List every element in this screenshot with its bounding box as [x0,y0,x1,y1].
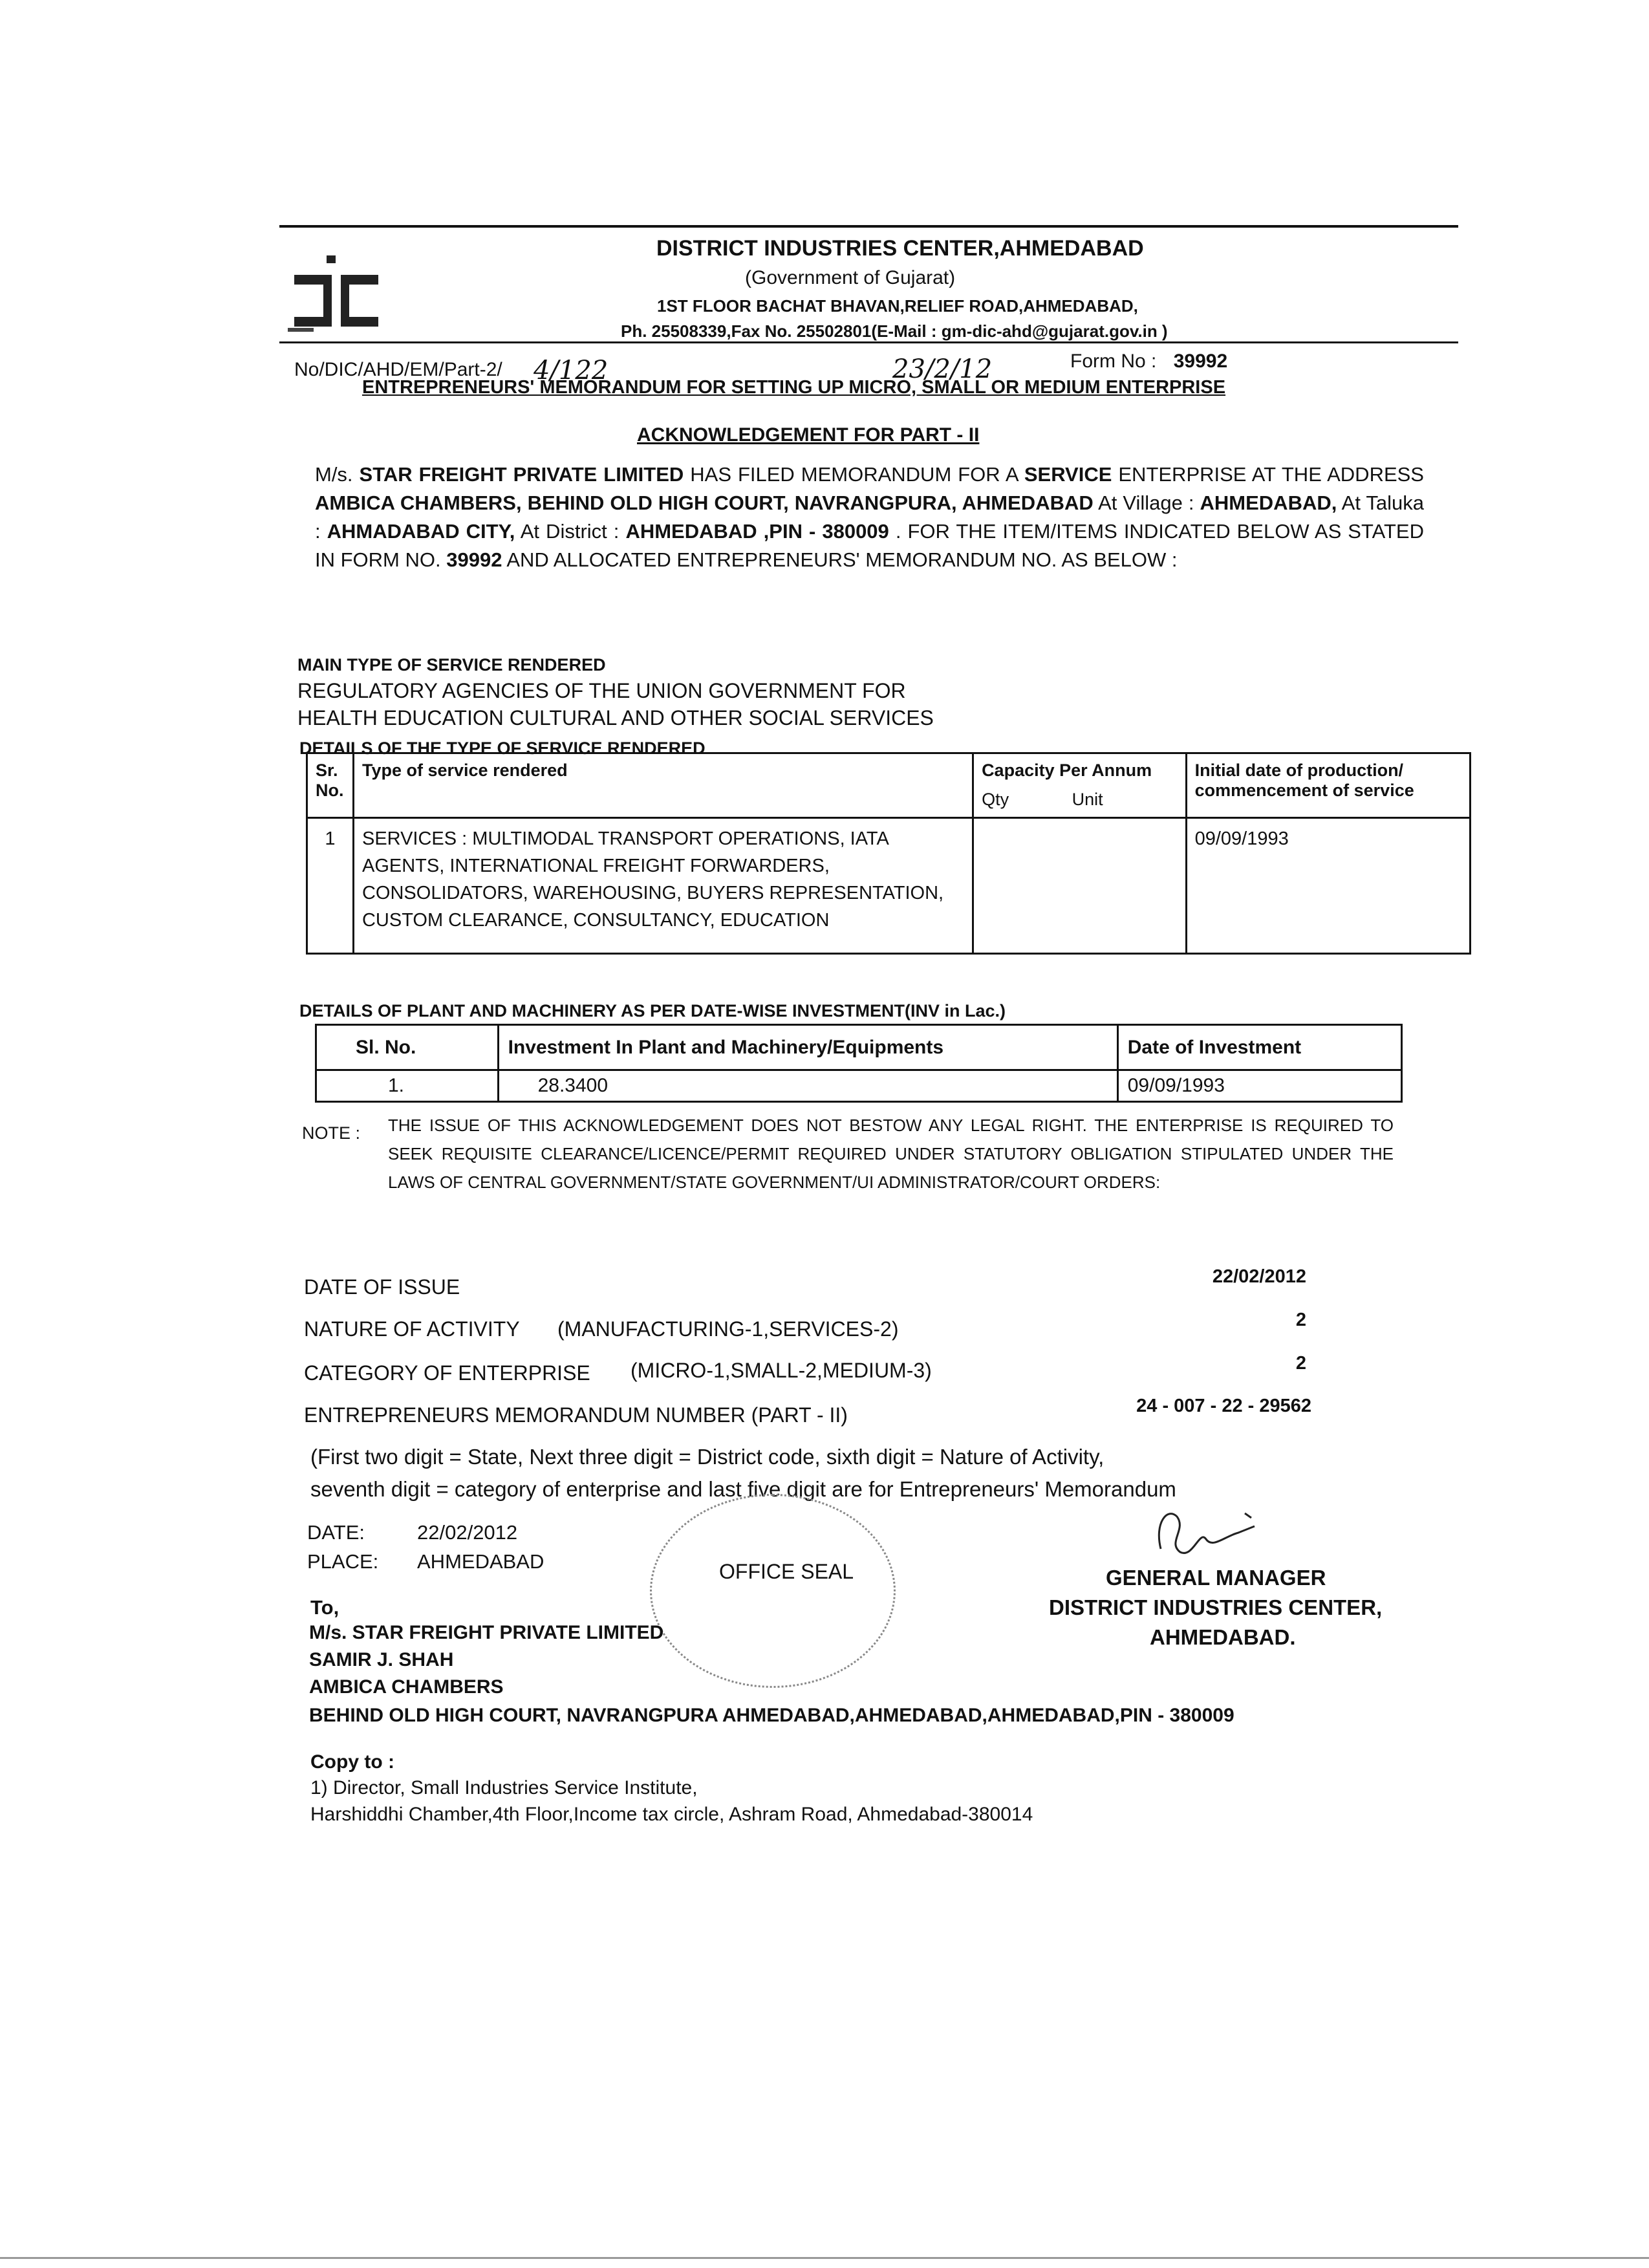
note-label: NOTE : [302,1123,361,1143]
nature-of-activity-hint: (MANUFACTURING-1,SERVICES-2) [557,1317,899,1341]
header-capacity-label: Capacity Per Annum [982,761,1152,780]
form-number-value: 39992 [1173,351,1228,372]
code-explanation [310,1441,1176,1506]
nature-of-activity-value: 2 [1295,1310,1306,1330]
acknowledgement-paragraph [315,460,1424,574]
header-investment-date: Date of Investment [1117,1025,1401,1070]
place-value: AHMEDABAD [417,1550,544,1573]
service-details-label: DETAILS OF THE TYPE OF SERVICE RENDERED [299,739,706,758]
office-seal-label: OFFICE SEAL [719,1560,854,1583]
plant-investment-date: 09/09/1993 [1117,1070,1401,1102]
plant-table-header-row [316,1025,1402,1070]
copy-to-label: Copy to : [310,1751,394,1773]
para-company: STAR FREIGHT PRIVATE LIMITED [359,463,684,486]
form-number-label: Form No : [1070,351,1157,372]
copy-to-line-2: Harshiddhi Chamber,4th Floor,Income tax circle, Ashram Road, Ahmedabad-380014 [310,1804,1033,1825]
para-text-7: AND ALLOCATED ENTREPRENEURS' MEMORANDUM NO. AS BELOW : [506,548,1178,571]
header-qty: Qty [982,790,1009,809]
nature-of-activity-label: NATURE OF ACTIVITY [304,1317,520,1341]
office-seal-stamp [650,1494,896,1688]
em-number-value: 24 - 007 - 22 - 29562 [1136,1396,1311,1416]
handwritten-number: 4/122 [534,356,609,385]
table-row [307,818,1471,954]
header-investment: Investment In Plant and Machinery/Equipments [498,1025,1117,1070]
dic-logo-icon [288,255,385,336]
office-title: DISTRICT INDUSTRIES CENTER,AHMEDABAD [656,236,1144,261]
recipient-building: AMBICA CHAMBERS [309,1676,504,1698]
handwritten-date: 23/2/12 [892,354,993,384]
plant-sl-no: 1. [316,1070,499,1102]
government-label: (Government of Gujarat) [745,267,956,288]
service-initial-date: 09/09/1993 [1186,818,1470,954]
para-form-no: 39992 [446,548,502,571]
date-label: DATE: [307,1521,365,1544]
plant-machinery-table [315,1024,1403,1103]
signatory-title: GENERAL MANAGER [1106,1566,1326,1590]
form-number [1070,351,1227,373]
note-text: THE ISSUE OF THIS ACKNOWLEDGEMENT DOES NOT BESTOW ANY LEGAL RIGHT. THE ENTERPRISE IS REQUIRED TO SEEK REQUISITE CLEARANCE/LICENCE/PERMIT REQUIRED UNDER STATUTORY OBLIGATION STIPULATED UNDER THE LAWS OF CENTRAL GOVERNMENT/STATE GOVERNMENT/UI ADMINISTRATOR/COURT ORDERS: [388,1116,1394,1192]
para-text-1: HAS FILED MEMORANDUM FOR A [690,463,1018,486]
table-row [316,1070,1402,1102]
category-value: 2 [1295,1353,1306,1374]
header-service-type: Type of service rendered [353,753,973,818]
memorandum-heading: ENTREPRENEURS' MEMORANDUM FOR SETTING UP MICRO, SMALL OR MEDIUM ENTERPRISE [362,377,1226,398]
main-type-line-1: REGULATORY AGENCIES OF THE UNION GOVERNMENT FOR [297,679,906,702]
para-text-5: At District : [520,520,620,543]
para-text-3: At Village : [1098,491,1194,514]
category-hint: (MICRO-1,SMALL-2,MEDIUM-3) [630,1359,932,1382]
signatory-city: AHMEDABAD. [1150,1625,1296,1649]
code-explanation-line-1: (First two digit = State, Next three digit = District code, sixth digit = Nature of Activity, [310,1445,1105,1469]
date-value: 22/02/2012 [417,1521,518,1544]
place-label: PLACE: [307,1550,379,1573]
para-district: AHMEDABAD ,PIN - 380009 [625,520,889,543]
acknowledgement-heading: ACKNOWLEDGEMENT FOR PART - II [637,424,980,446]
para-text-4: At Taluka : [315,491,1425,543]
recipient-address: BEHIND OLD HIGH COURT, NAVRANGPURA AHMEDABAD,AHMEDABAD,AHMEDABAD,PIN - 380009 [309,1705,1234,1726]
service-type: SERVICES : MULTIMODAL TRANSPORT OPERATIONS, IATA AGENTS, INTERNATIONAL FREIGHT FORWARDERS, CONSOLIDATORS, WAREHOUSING, BUYERS REPRESENTATION, CUSTOM CLEARANCE, CONSULTANCY, EDUCATION [353,818,973,954]
para-text-6: . FOR THE ITEM/ITEMS INDICATED BELOW AS STATED IN FORM NO. [315,520,1424,571]
date-of-issue-label: DATE OF ISSUE [304,1275,460,1299]
para-ms: M/s. [315,463,353,486]
para-taluka: AHMADABAD CITY, [327,520,515,543]
service-table-header-row [307,753,1471,818]
office-address: 1ST FLOOR BACHAT BHAVAN,RELIEF ROAD,AHMEDABAD, [657,296,1138,316]
header-sl-no: Sl. No. [316,1025,499,1070]
para-service: SERVICE [1024,463,1112,486]
para-village: AHMEDABAD, [1200,491,1337,514]
plant-investment: 28.3400 [498,1070,1117,1102]
code-explanation-line-2: seventh digit = category of enterprise and last five digit are for Entrepreneurs' Memorandum [310,1477,1176,1501]
main-type-line-2: HEALTH EDUCATION CULTURAL AND OTHER SOCIAL SERVICES [297,706,934,729]
main-type-label: MAIN TYPE OF SERVICE RENDERED [297,655,606,675]
date-of-issue-value: 22/02/2012 [1212,1266,1306,1287]
recipient-company: M/s. STAR FREIGHT PRIVATE LIMITED [309,1622,664,1643]
plant-details-label: DETAILS OF PLANT AND MACHINERY AS PER DATE-WISE INVESTMENT(INV in Lac.) [299,1001,1006,1021]
copy-to-line-1: 1) Director, Small Industries Service Institute, [310,1777,698,1798]
header-unit: Unit [1072,790,1103,809]
to-label: To, [310,1596,339,1619]
header-sr-no: Sr. No. [307,753,354,818]
header-bottom-rule [279,341,1458,343]
category-label: CATEGORY OF ENTERPRISE [304,1361,590,1385]
service-sr-no: 1 [307,818,354,954]
header-capacity [973,753,1187,818]
service-capacity [973,818,1187,954]
page-bottom-edge [0,2257,1649,2259]
em-number-label: ENTREPRENEURS MEMORANDUM NUMBER (PART - II) [304,1403,848,1427]
header-initial-date: Initial date of production/ commencement of service [1186,753,1470,818]
para-text-2: ENTERPRISE AT THE ADDRESS [1118,463,1424,486]
header-top-rule [279,225,1458,228]
office-contact: Ph. 25508339,Fax No. 25502801(E-Mail : gm-dic-ahd@gujarat.gov.in ) [621,321,1168,341]
signature-icon [1141,1504,1271,1562]
service-table [306,752,1471,955]
recipient-person: SAMIR J. SHAH [309,1649,454,1670]
reference-number: No/DIC/AHD/EM/Part-2/ [294,359,502,380]
signatory-office: DISTRICT INDUSTRIES CENTER, [1049,1595,1383,1619]
para-address: AMBICA CHAMBERS, BEHIND OLD HIGH COURT, NAVRANGPURA, AHMEDABAD [315,491,1094,514]
